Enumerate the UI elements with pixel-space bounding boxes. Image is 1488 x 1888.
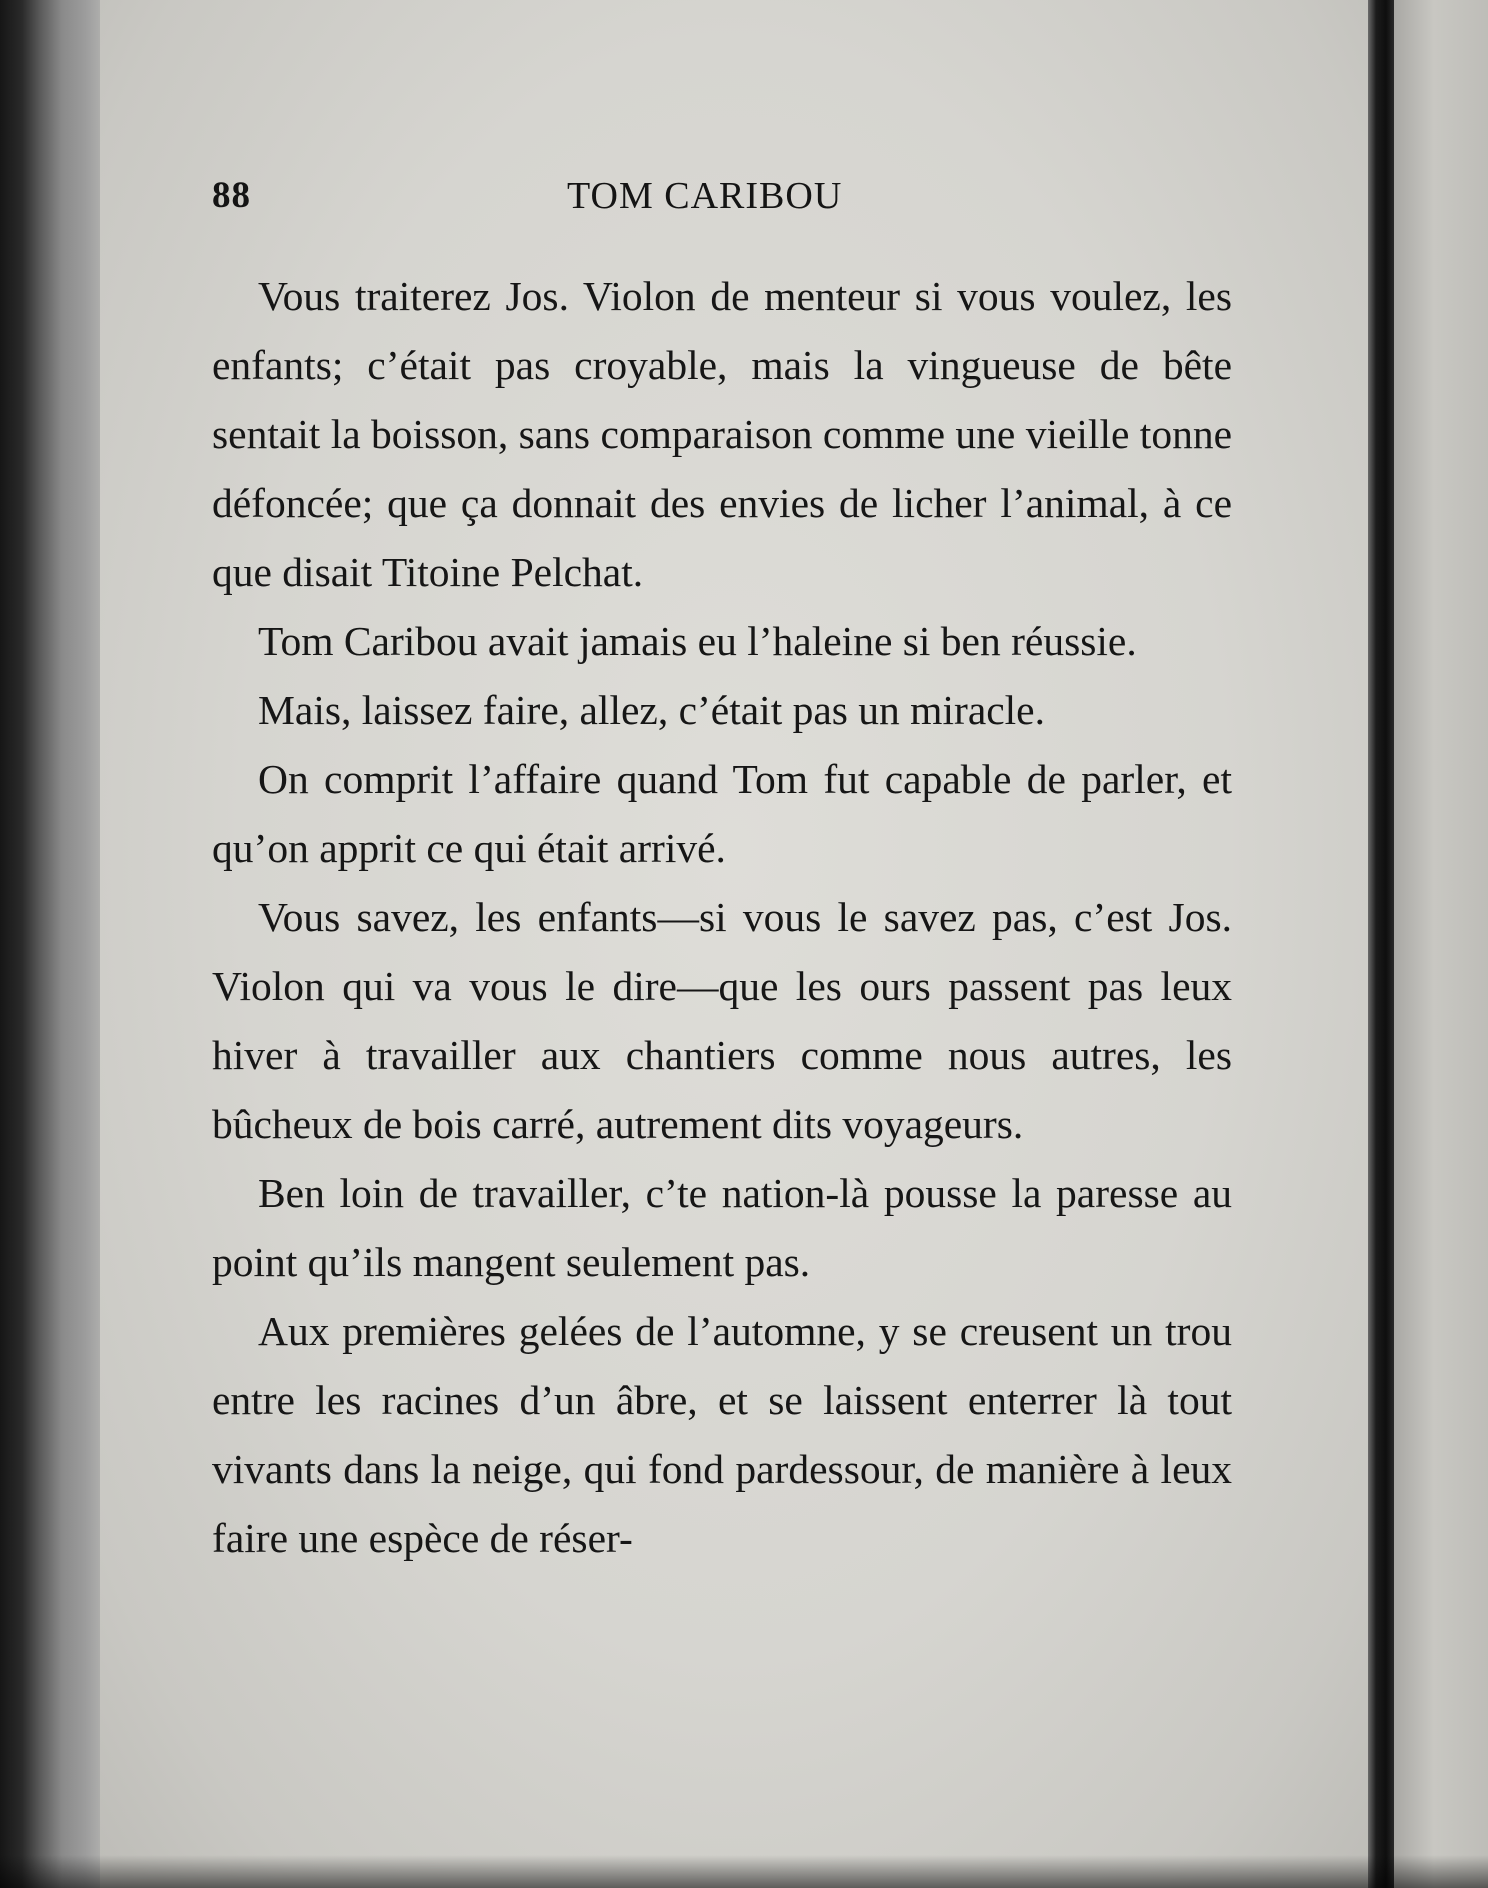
facing-page-edge [1394, 0, 1488, 1888]
paragraph: Vous savez, les enfants—si vous le savez pas, c’est Jos. Violon qui va vous le dire—que les ours passent pas leux hiver à travailler aux chantiers comme nous autres, les bûcheux de bois carré, autrement dits voyageurs. [212, 894, 1232, 1147]
paragraph: Aux premières gelées de l’automne, y se creusent un trou entre les racines d’un âbre, et se laissent enterrer là tout vivants dans la neige, qui fond pardessour, de manière à leux faire une espèce de réser- [212, 1308, 1232, 1561]
paragraph: On comprit l’affaire quand Tom fut capable de parler, et qu’on apprit ce qui était arrivé. [212, 756, 1232, 871]
paragraph: Tom Caribou avait jamais eu l’haleine si ben réussie. [258, 618, 1137, 664]
book-spine-edge [0, 0, 110, 1888]
page-header [212, 168, 1232, 228]
paragraph: Ben loin de travailler, c’te nation-là pousse la paresse au point qu’ils mangent seulement pas. [212, 1170, 1232, 1285]
running-title: TOM CARIBOU [567, 175, 843, 217]
page-number: 88 [212, 175, 251, 216]
body-text [212, 262, 1232, 1573]
paragraph: Vous traiterez Jos. Violon de menteur si vous voulez, les enfants; c’était pas croyable, mais la vingueuse de bête sentait la boisson, sans comparaison comme une vieille tonne défoncée; que ça donnait des envies de licher l’animal, à ce que disait Titoine Pelchat. [212, 273, 1232, 595]
scan-bottom-shadow [0, 1855, 1488, 1888]
paragraph: Mais, laissez faire, allez, c’était pas un miracle. [258, 687, 1045, 733]
book-gutter [1368, 0, 1394, 1888]
